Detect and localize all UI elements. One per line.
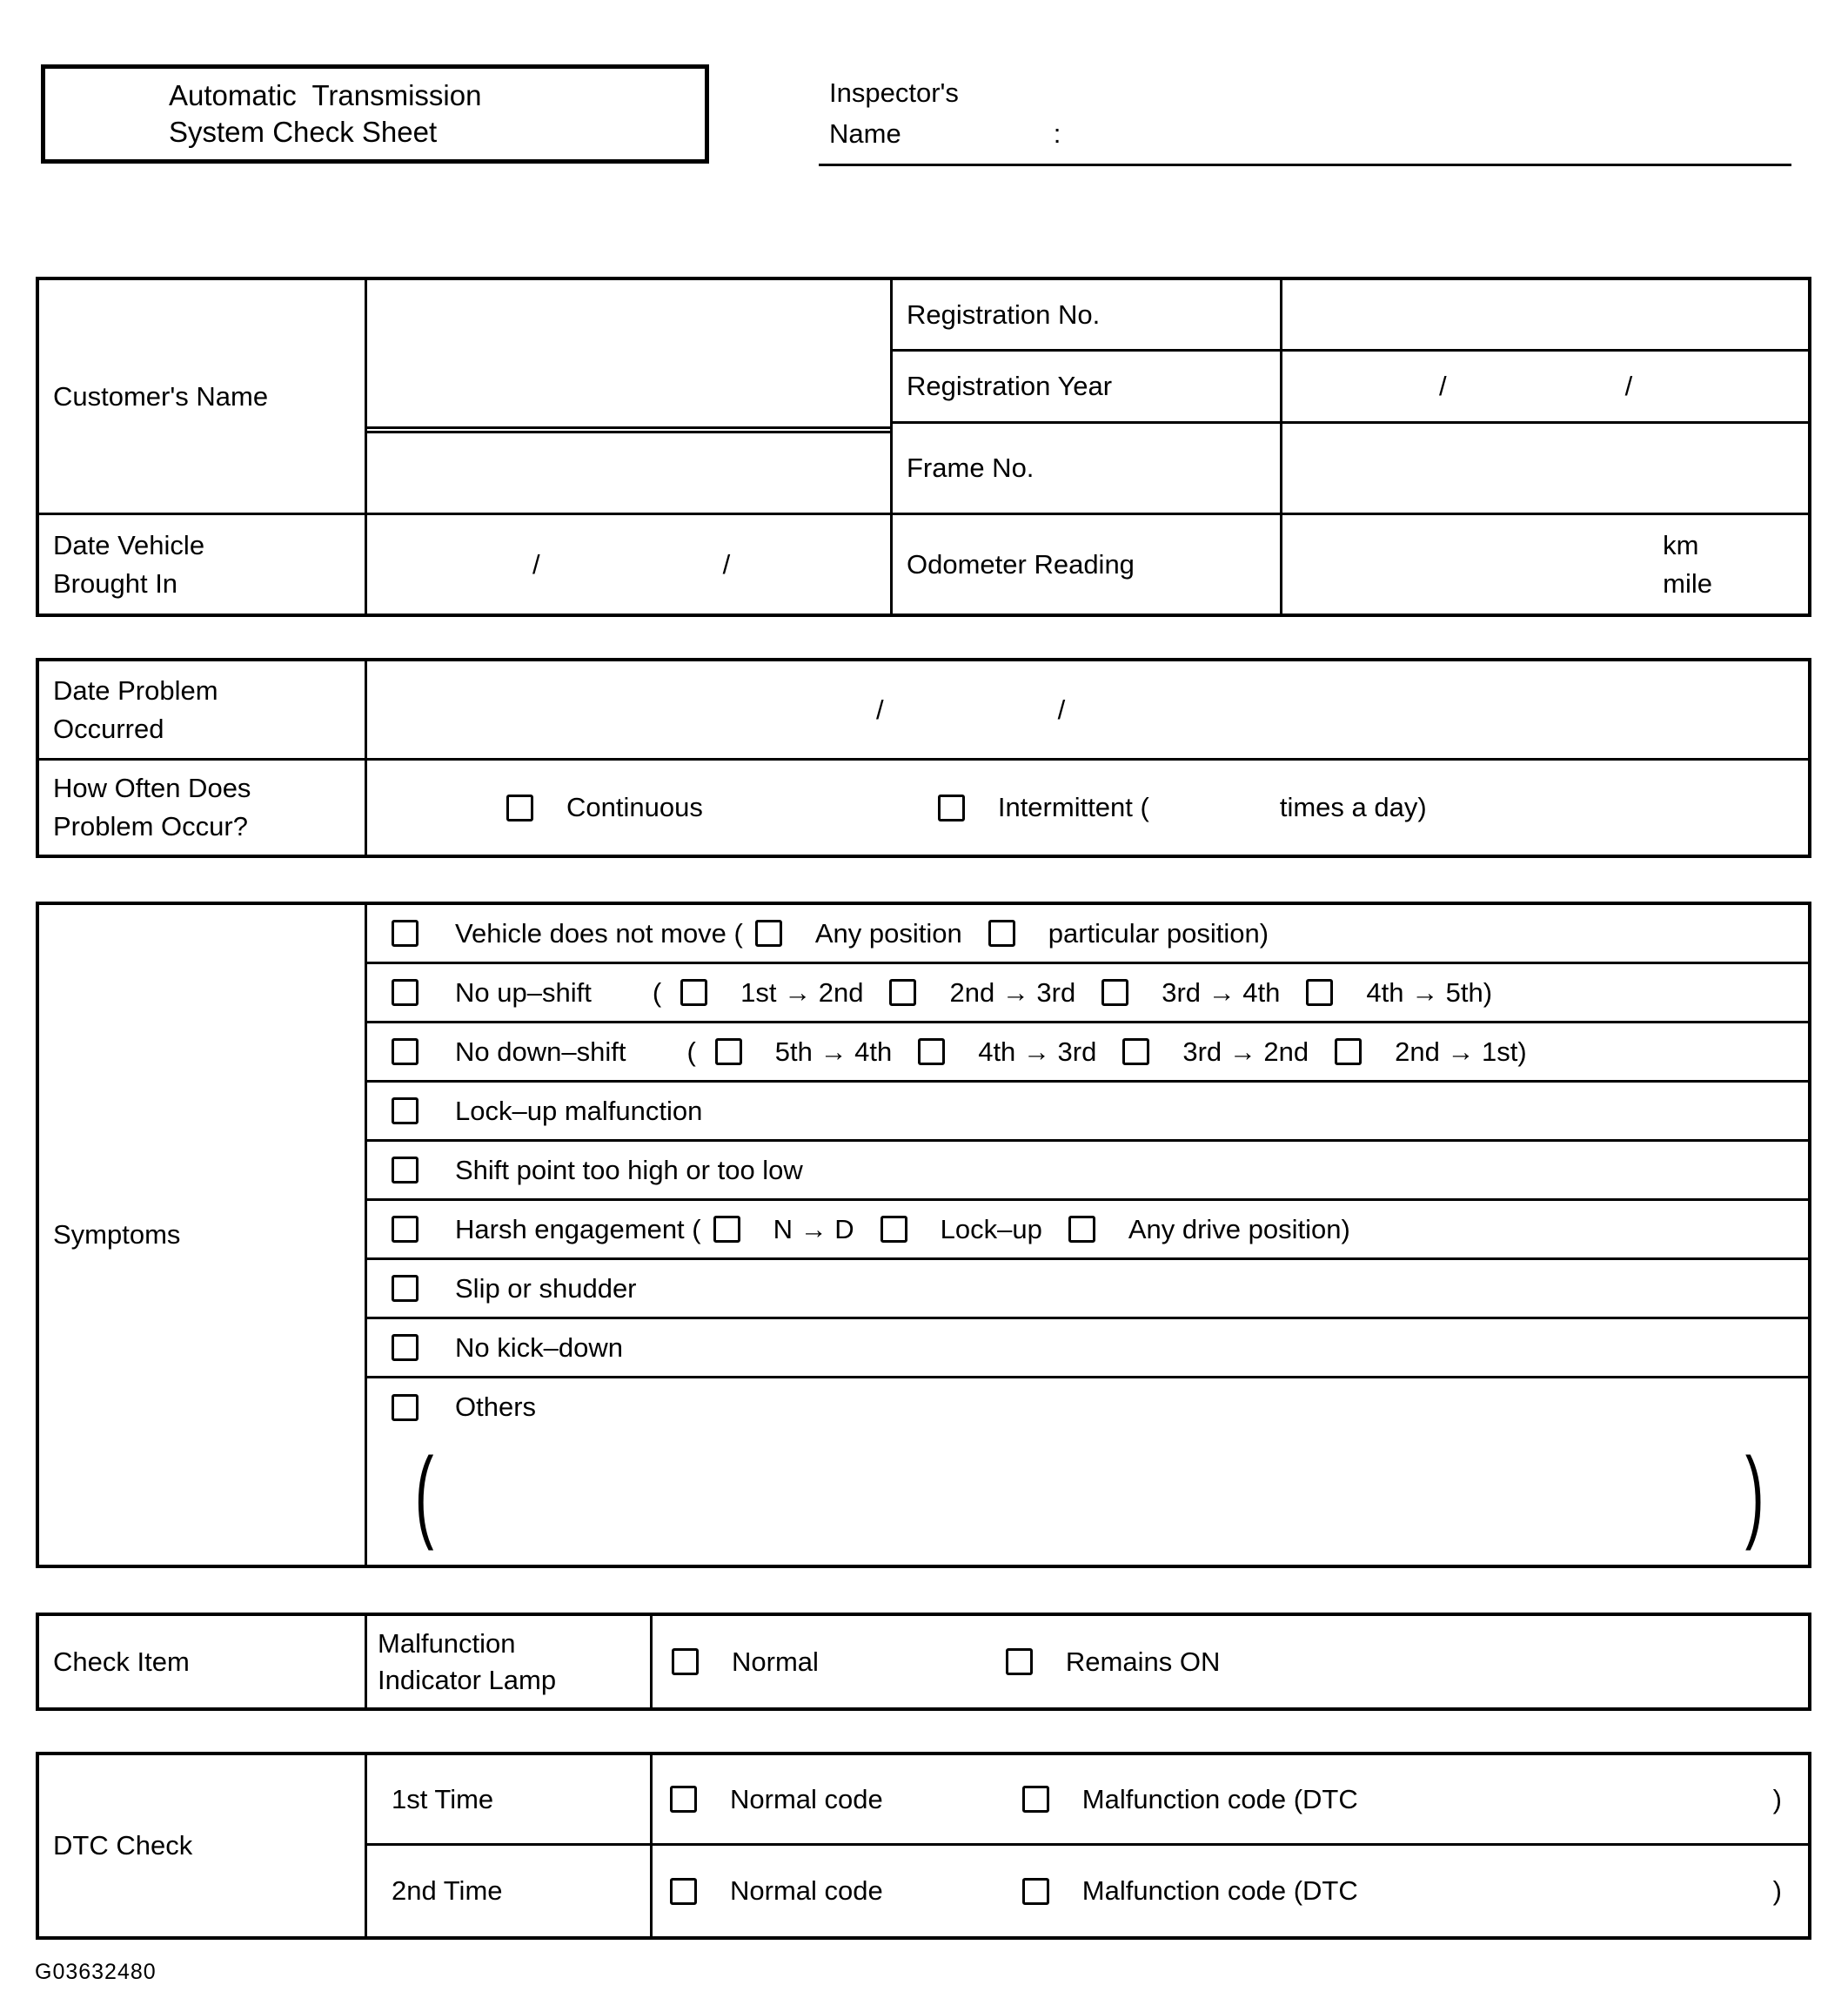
date-brought-in-label	[39, 515, 367, 614]
symptoms-rows	[367, 905, 1808, 1565]
symptom-row-lock-up-malfunction	[367, 1083, 1808, 1142]
odometer-field[interactable]	[1282, 515, 1808, 614]
up-shift-2nd-3rd-checkbox[interactable]	[889, 979, 916, 1006]
mil-options	[653, 1616, 1808, 1707]
slash-mark: /	[532, 548, 540, 580]
up-shift-4th-5th-label: 4th → 5th)	[1366, 976, 1493, 1008]
registration-no-field[interactable]	[1282, 280, 1808, 352]
no-up-shift-checkbox[interactable]	[392, 979, 418, 1006]
dtc2-close-paren: )	[1772, 1875, 1782, 1906]
customer-name-label-text: Customer's Name	[53, 380, 269, 412]
any-position-label: Any position	[814, 917, 962, 949]
particular-position-checkbox[interactable]	[988, 920, 1015, 947]
inspector-label-line2	[819, 113, 1791, 155]
continuous-checkbox[interactable]	[506, 795, 533, 821]
down-shift-4th-3rd-label: 4th → 3rd	[978, 1036, 1097, 1067]
registration-year-label	[893, 352, 1282, 424]
frequency-label-line1: How Often Does	[53, 773, 251, 803]
symptom-row-harsh-engagement	[367, 1201, 1808, 1260]
inspector-label-line1: Inspector's	[829, 77, 959, 108]
date-brought-in-label-line1: Date Vehicle	[53, 529, 205, 560]
date-brought-in-label-line2: Brought In	[53, 567, 178, 599]
symptom-row-others	[367, 1378, 1808, 1565]
dtc-1st-time-label	[367, 1755, 653, 1846]
registration-year-label-text: Registration Year	[907, 371, 1113, 401]
down-shift-5th-4th-label: 5th → 4th	[774, 1036, 893, 1067]
particular-position-label: particular position)	[1048, 917, 1269, 949]
customer-info-table	[36, 277, 1811, 617]
others-checkbox[interactable]	[392, 1394, 418, 1421]
dtc-check-table	[36, 1752, 1811, 1940]
times-a-day-label: times a day)	[1279, 792, 1427, 822]
frame-no-label	[893, 424, 1282, 515]
symptom-row-no-down-shift	[367, 1023, 1808, 1083]
harsh-n-to-d-checkbox[interactable]	[713, 1216, 740, 1243]
up-shift-1st-2nd-label: 1st → 2nd	[740, 976, 864, 1008]
dtc1-normal-code-checkbox[interactable]	[670, 1786, 697, 1813]
slip-or-shudder-label: Slip or shudder	[455, 1272, 637, 1304]
odometer-label	[893, 515, 1282, 614]
dtc-2nd-time-text: 2nd Time	[392, 1875, 503, 1906]
slash-mark: /	[1439, 371, 1447, 401]
slash-mark: /	[1057, 694, 1066, 725]
slash-mark: /	[722, 548, 731, 580]
vehicle-does-not-move-checkbox[interactable]	[392, 920, 418, 947]
frequency-label-line2: Problem Occur?	[53, 811, 248, 842]
dtc1-close-paren: )	[1772, 1783, 1782, 1814]
lock-up-malfunction-label: Lock–up malfunction	[455, 1095, 703, 1126]
dtc2-normal-code-checkbox[interactable]	[670, 1878, 697, 1905]
dtc2-normal-code-label: Normal code	[730, 1875, 883, 1906]
figure-id: G03632480	[35, 1960, 157, 1984]
symptoms-label	[39, 905, 367, 1565]
problem-table	[36, 658, 1811, 858]
unit-mile-label: mile	[1663, 567, 1712, 599]
up-shift-2nd-3rd-label: 2nd → 3rd	[949, 976, 1076, 1008]
harsh-any-drive-position-checkbox[interactable]	[1068, 1216, 1095, 1243]
symptoms-label-text: Symptoms	[53, 1219, 181, 1250]
odometer-units	[1663, 530, 1712, 600]
dtc-2nd-time-options	[653, 1846, 1808, 1936]
dtc2-malfunction-code-checkbox[interactable]	[1022, 1878, 1049, 1905]
dtc1-malfunction-code-label: Malfunction code (DTC	[1081, 1783, 1358, 1814]
any-position-checkbox[interactable]	[755, 920, 782, 947]
harsh-n-to-d-label: N → D	[773, 1213, 854, 1244]
no-kick-down-checkbox[interactable]	[392, 1334, 418, 1361]
date-brought-in-field[interactable]	[367, 515, 893, 614]
dtc-check-label-text: DTC Check	[53, 1830, 193, 1861]
frame-no-label-text: Frame No.	[907, 453, 1034, 483]
down-shift-3rd-2nd-checkbox[interactable]	[1122, 1038, 1149, 1065]
inspector-name-block	[819, 73, 1791, 166]
symptom-row-no-up-shift	[367, 964, 1808, 1023]
mil-label-line2: Indicator Lamp	[378, 1664, 557, 1695]
others-open-paren: (	[414, 1437, 434, 1552]
harsh-any-drive-position-label: Any drive position)	[1128, 1213, 1350, 1244]
down-shift-5th-4th-checkbox[interactable]	[715, 1038, 742, 1065]
malfunction-indicator-lamp-label	[367, 1616, 653, 1707]
mil-remains-on-label: Remains ON	[1065, 1646, 1221, 1677]
customer-name-label	[39, 280, 367, 515]
registration-no-label-text: Registration No.	[907, 298, 1101, 330]
check-item-table	[36, 1613, 1811, 1711]
slip-or-shudder-checkbox[interactable]	[392, 1275, 418, 1302]
mil-normal-checkbox[interactable]	[672, 1648, 699, 1675]
harsh-lock-up-checkbox[interactable]	[880, 1216, 907, 1243]
customer-name-field[interactable]	[367, 280, 893, 515]
frequency-options	[367, 761, 1808, 855]
others-row-header	[367, 1378, 1808, 1436]
dtc2-malfunction-code-label: Malfunction code (DTC	[1081, 1875, 1358, 1906]
customer-name-write-line	[367, 426, 890, 433]
symptoms-table	[36, 902, 1811, 1568]
harsh-engagement-label: Harsh engagement (	[455, 1213, 701, 1244]
dtc-check-label	[39, 1755, 367, 1936]
registration-no-label	[893, 280, 1282, 352]
date-problem-label	[39, 661, 367, 761]
check-item-label-text: Check Item	[53, 1646, 190, 1677]
others-label: Others	[455, 1391, 537, 1422]
no-kick-down-label: No kick–down	[455, 1331, 623, 1363]
others-detail-field[interactable]	[367, 1436, 1808, 1565]
dtc1-normal-code-label: Normal code	[730, 1783, 883, 1814]
harsh-lock-up-label: Lock–up	[940, 1213, 1042, 1244]
no-down-shift-label: No down–shift	[455, 1036, 626, 1067]
date-problem-label-line2: Occurred	[53, 713, 164, 744]
dtc-1st-time-options	[653, 1755, 1808, 1846]
frequency-label	[39, 761, 367, 855]
up-shift-3rd-4th-label: 3rd → 4th	[1162, 976, 1281, 1008]
no-up-shift-label: No up–shift	[455, 976, 592, 1008]
mil-normal-label: Normal	[732, 1646, 819, 1677]
inspector-colon: :	[1053, 118, 1061, 149]
symptom-row-no-kick-down	[367, 1319, 1808, 1378]
no-down-shift-checkbox[interactable]	[392, 1038, 418, 1065]
harsh-engagement-checkbox[interactable]	[392, 1216, 418, 1243]
up-shift-4th-5th-checkbox[interactable]	[1306, 979, 1333, 1006]
symptom-row-slip-or-shudder	[367, 1260, 1808, 1319]
up-shift-1st-2nd-checkbox[interactable]	[680, 979, 707, 1006]
intermittent-checkbox[interactable]	[938, 795, 965, 821]
form-title-box	[41, 64, 709, 164]
mil-remains-on-checkbox[interactable]	[1006, 1648, 1033, 1675]
dtc-1st-time-text: 1st Time	[392, 1783, 494, 1814]
shift-point-checkbox[interactable]	[392, 1157, 418, 1184]
inspector-name-field[interactable]	[819, 164, 1791, 166]
up-shift-3rd-4th-checkbox[interactable]	[1101, 979, 1128, 1006]
unit-km-label: km	[1663, 529, 1699, 560]
odometer-label-text: Odometer Reading	[907, 548, 1135, 580]
registration-year-field[interactable]	[1282, 352, 1808, 424]
down-shift-4th-3rd-checkbox[interactable]	[918, 1038, 945, 1065]
down-shift-2nd-1st-checkbox[interactable]	[1335, 1038, 1362, 1065]
down-shift-2nd-1st-label: 2nd → 1st)	[1395, 1036, 1527, 1067]
inspector-name-word: Name	[829, 118, 901, 149]
form-title-line2: System Check Sheet	[169, 116, 438, 148]
intermittent-label: Intermittent (	[997, 792, 1149, 822]
frame-no-field[interactable]	[1282, 424, 1808, 515]
down-shift-open-paren: (	[686, 1036, 696, 1067]
symptom-row-vehicle-does-not-move	[367, 905, 1808, 964]
symptom-row-shift-point	[367, 1142, 1808, 1201]
up-shift-open-paren: (	[652, 976, 662, 1008]
shift-point-label: Shift point too high or too low	[455, 1154, 803, 1185]
dtc1-malfunction-code-checkbox[interactable]	[1022, 1786, 1049, 1813]
others-close-paren: )	[1744, 1437, 1764, 1552]
check-item-label	[39, 1616, 367, 1707]
date-problem-label-line1: Date Problem	[53, 674, 218, 706]
slash-mark: /	[876, 694, 884, 725]
date-problem-field[interactable]	[367, 661, 1808, 761]
vehicle-does-not-move-label: Vehicle does not move (	[455, 917, 743, 949]
slash-mark: /	[1624, 371, 1633, 401]
dtc-2nd-time-label	[367, 1846, 653, 1936]
mil-label-line1: Malfunction	[378, 1627, 516, 1659]
down-shift-3rd-2nd-label: 3rd → 2nd	[1182, 1036, 1309, 1067]
form-title-line1: Automatic Transmission	[169, 79, 482, 111]
lock-up-malfunction-checkbox[interactable]	[392, 1097, 418, 1124]
continuous-label: Continuous	[566, 792, 703, 822]
